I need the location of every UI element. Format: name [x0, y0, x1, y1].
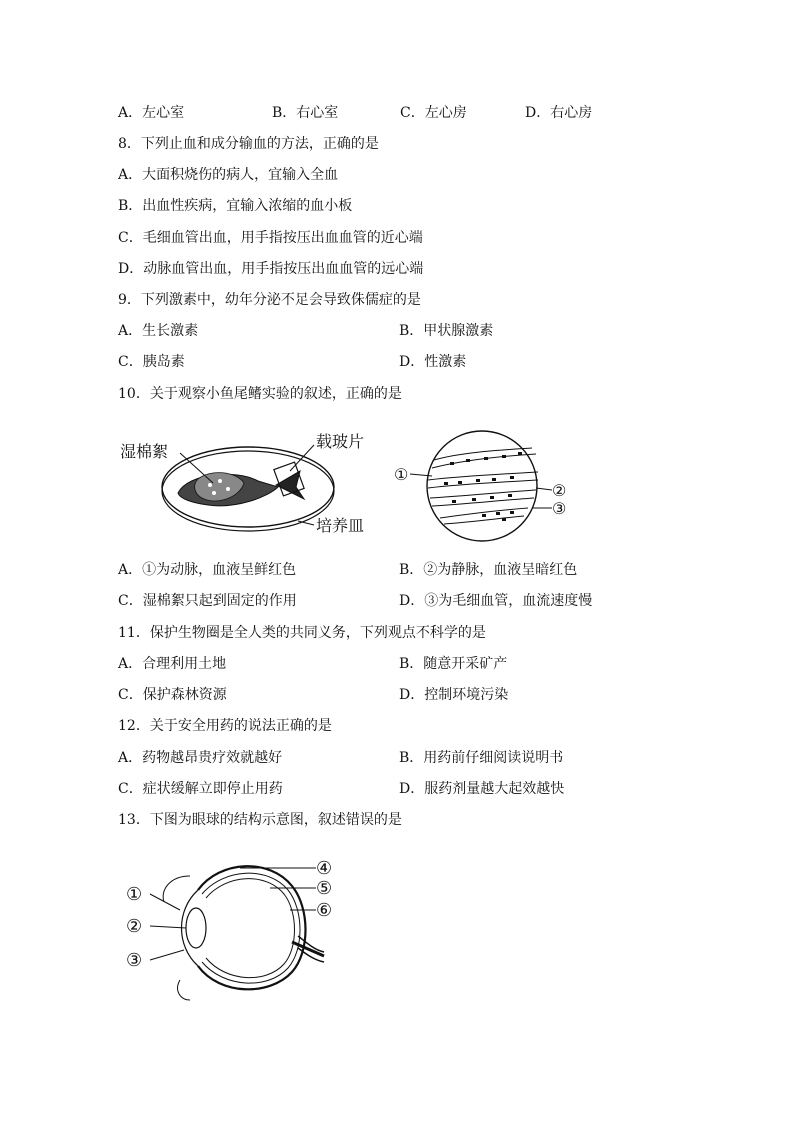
- retina: [206, 879, 295, 978]
- label-petri-dish: 培养皿: [316, 516, 365, 535]
- sclera: [198, 866, 306, 989]
- label-wet-cotton: 湿棉絮: [120, 442, 169, 461]
- q12-stem: 12．关于安全用药的说法正确的是: [118, 718, 332, 734]
- label-part-3: ③: [126, 950, 143, 971]
- label-part-6: ⑥: [316, 900, 333, 921]
- eyeball-structure-figure: [120, 850, 340, 1014]
- q10-option-a: A．①为动脉，血液呈鲜红色: [118, 562, 297, 578]
- q8-option-a: A．大面积烧伤的病人，宜输入全血: [118, 167, 339, 183]
- label-vessel-1: ①: [394, 465, 409, 484]
- label-part-1: ①: [126, 884, 143, 905]
- q9-option-b: B．甲状腺激素: [399, 323, 494, 339]
- q9-option-d: D．性激素: [399, 354, 467, 370]
- label-vessel-3: ③: [552, 499, 567, 518]
- q11-option-c: C．保护森林资源: [118, 687, 227, 703]
- q10-stem: 10．关于观察小鱼尾鳍实验的叙述，正确的是: [118, 386, 402, 402]
- q7-option-a: A．左心室: [118, 105, 185, 121]
- q10-option-b: B．②为静脉，血液呈暗红色: [399, 562, 578, 578]
- q12-option-b: B．用药前仔细阅读说明书: [399, 750, 564, 766]
- q11-option-d: D．控制环境污染: [399, 687, 509, 703]
- label-part-5: ⑤: [316, 878, 333, 899]
- q9-stem: 9．下列激素中，幼年分泌不足会导致侏儒症的是: [118, 292, 421, 308]
- microscope-view-figure: [392, 426, 582, 550]
- q12-option-d: D．服药剂量越大起效越快: [399, 781, 565, 797]
- fish-experiment-figure: [118, 425, 378, 549]
- q8-option-b: B．出血性疾病，宜输入浓缩的血小板: [118, 198, 353, 214]
- q11-option-a: A．合理利用土地: [118, 656, 227, 672]
- q8-option-c: C．毛细血管出血，用手指按压出血血管的近心端: [118, 230, 423, 246]
- q10-option-c: C．湿棉絮只起到固定的作用: [118, 593, 297, 609]
- label-part-4: ④: [316, 858, 333, 879]
- label-vessel-2: ②: [552, 481, 567, 500]
- label-glass-slide: 载玻片: [316, 432, 365, 451]
- q9-option-c: C．胰岛素: [118, 354, 185, 370]
- q12-option-a: A．药物越昂贵疗效就越好: [118, 750, 283, 766]
- q13-stem: 13．下图为眼球的结构示意图，叙述错误的是: [118, 812, 402, 828]
- q11-option-b: B．随意开采矿产: [399, 656, 508, 672]
- q8-option-d: D．动脉血管出血，用手指按压出血血管的远心端: [118, 261, 424, 277]
- q8-stem: 8．下列止血和成分输血的方法，正确的是: [118, 136, 379, 152]
- lens: [186, 908, 206, 948]
- q11-stem: 11．保护生物圈是全人类的共同义务，下列观点不科学的是: [118, 625, 486, 641]
- choroid: [202, 873, 300, 983]
- q7-option-d: D．右心房: [525, 105, 593, 121]
- label-part-2: ②: [126, 916, 143, 937]
- q9-option-a: A．生长激素: [118, 323, 199, 339]
- q10-option-d: D．③为毛细血管，血流速度慢: [399, 593, 593, 609]
- q7-option-b: B．右心室: [272, 105, 339, 121]
- q7-option-c: C．左心房: [400, 105, 467, 121]
- q12-option-c: C．症状缓解立即停止用药: [118, 781, 283, 797]
